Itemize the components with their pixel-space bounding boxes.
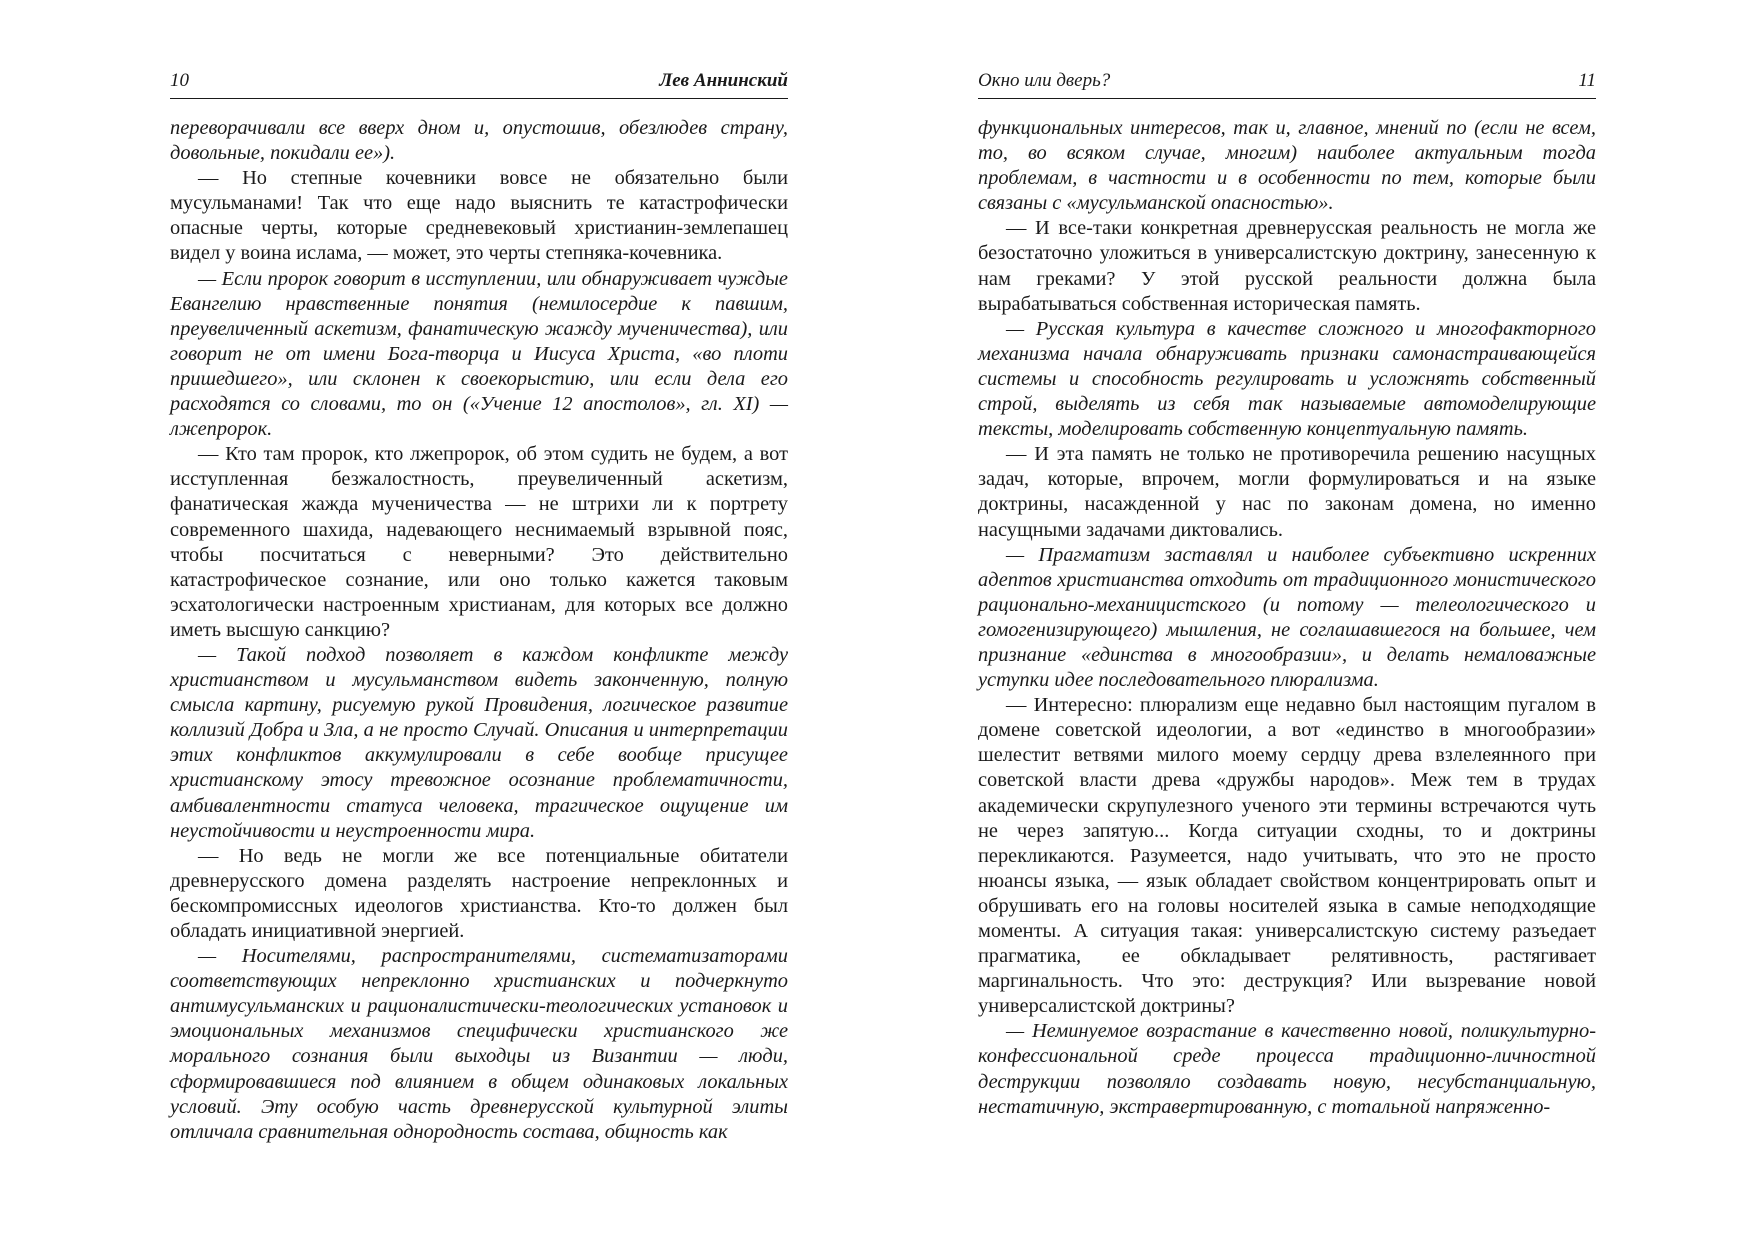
paragraph: переворачивали все вверх дном и, опустошив, обезлюдев страну, довольные, покидали ее»). [170, 117, 788, 165]
right-page [978, 70, 1596, 1120]
left-page-header [170, 70, 788, 99]
paragraph: — Но степные кочевники вовсе не обязательно были мусульманами! Так что еще надо выяснить те катастрофически опасные черты, которые средневековый христианин-землепашец видел у воина ислама, — может, это черты степняка-кочевника. [170, 167, 788, 265]
running-head: Лев Аннинский [659, 70, 788, 91]
left-page [170, 70, 788, 1145]
right-page-body [978, 116, 1596, 1120]
paragraph: — Но ведь не могли же все потенциальные обитатели древнерусского домена разделять настроение непреклонных и бескомпромиссных идеологов христианства. Кто-то должен был обладать инициативной энергией. [170, 844, 788, 942]
left-page-body [170, 116, 788, 1145]
paragraph: — Кто там пророк, кто лжепророк, об этом судить не будем, а вот исступленная безжалостность, преувеличенный аскетизм, фанатическая жажда мученичества — не штрихи ли к портрету современного шахида, надевающего неснимаемый взрывной пояс, чтобы посчитаться с неверными? Это действительно катастрофическое сознание, или оно только кажется таковым эсхатологически настроенным христианам, для которых все должно иметь высшую санкцию? [170, 443, 788, 641]
paragraph: — И эта память не только не противоречила решению насущных задач, которые, впрочем, могли формулироваться и на языке доктрины, насажденной у нас по законам домена, но именно насущными задачами диктовались. [978, 443, 1596, 541]
paragraph: — Интересно: плюрализм еще недавно был настоящим пугалом в домене советской идеологии, а вот «единство в многообразии» шелестит ветвями милого моему сердцу древа взлелеянного при советской власти древа «дружбы народов». Меж тем в трудах академически скрупулезного ученого эти термины встречаются чуть не через запятую... Когда ситуации сходны, то и доктрины перекликаются. Разумеется, надо учитывать, что это не просто нюансы языка, — язык обладает свойством концентрировать опыт и обрушивать его на головы носителей языка в самые неподходящие моменты. А ситуация такая: универсалистскую систему разъедает прагматика, ее обкладывает релятивность, растягивает маргинальность. Что это: деструкция? Или вызревание новой универсалистской доктрины? [978, 694, 1596, 1018]
paragraph: — И все-таки конкретная древнерусская реальность не могла же безостаточно уложиться в универсалистскую доктрину, занесенную к нам греками? У этой русской реальности должна была вырабатываться собственная историческая память. [978, 217, 1596, 315]
paragraph: — Неминуемое возрастание в качественно новой, поликультурно-конфессиональной среде процесса традиционно-личностной деструкции позволяло создавать новую, несубстанциальную, нестатичную, экстравертированную, с тотальной напряженно- [978, 1020, 1596, 1118]
paragraph: функциональных интересов, так и, главное, мнений по (если не всем, то, во всяком случае, многим) наиболее актуальным тогда проблемам, в частности и в особенности по тем, которые были связаны с «мусульманской опасностью». [978, 117, 1596, 215]
paragraph: — Если пророк говорит в исступлении, или обнаруживает чуждые Евангелию нравственные понятия (немилосердие к павшим, преувеличенный аскетизм, фанатическую жажду мученичества), или говорит не от имени Бога-творца и Иисуса Христа, «во плоти пришедшего», или склонен к своекорыстию, или если дела его расходятся со словами, то он («Учение 12 апостолов», гл. XI) — лжепророк. [170, 267, 788, 441]
paragraph: — Прагматизм заставлял и наиболее субъективно искренних адептов христианства отходить от традиционного монистического рационально-механицистского (и потому — телеологического и гомогенизирующего) мышления, не соглашавшегося на большее, чем признание «единства в многообразии», и делать немаловажные уступки идее последовательного плюрализма. [978, 543, 1596, 692]
paragraph: — Русская культура в качестве сложного и многофакторного механизма начала обнаруживать признаки самонастраивающейся системы и способность регулировать и усложнять собственный строй, выделять из себя так называемые автомоделирующие тексты, моделировать собственную концептуальную память. [978, 317, 1596, 441]
paragraph: — Носителями, распространителями, систематизаторами соответствующих непреклонно христианских и подчеркнуто антимусульманских и рационалистически-теологических установок и эмоциональных механизмов специфически христианского же морального сознания были выходцы из Византии — люди, сформировавшиеся под влиянием в общем одинаковых локальных условий. Эту особую часть древнерусской культурной элиты отличала сравнительная однородность состава, общность как [170, 945, 788, 1143]
paragraph: — Такой подход позволяет в каждом конфликте между христианством и мусульманством видеть законченную, полную смысла картину, рисуемую рукой Провидения, логическое развитие коллизий Добра и Зла, а не просто Случай. Описания и интерпретации этих конфликтов аккумулировали в себе вообще присущее христианскому этосу тревожное осознание проблематичности, амбивалентности статуса человека, трагическое ощущение им неустойчивости и неустроенности мира. [170, 643, 788, 842]
page-number: 10 [170, 70, 189, 91]
right-page-header [978, 70, 1596, 99]
running-head: Окно или дверь? [978, 70, 1111, 91]
page-number: 11 [1578, 70, 1596, 91]
